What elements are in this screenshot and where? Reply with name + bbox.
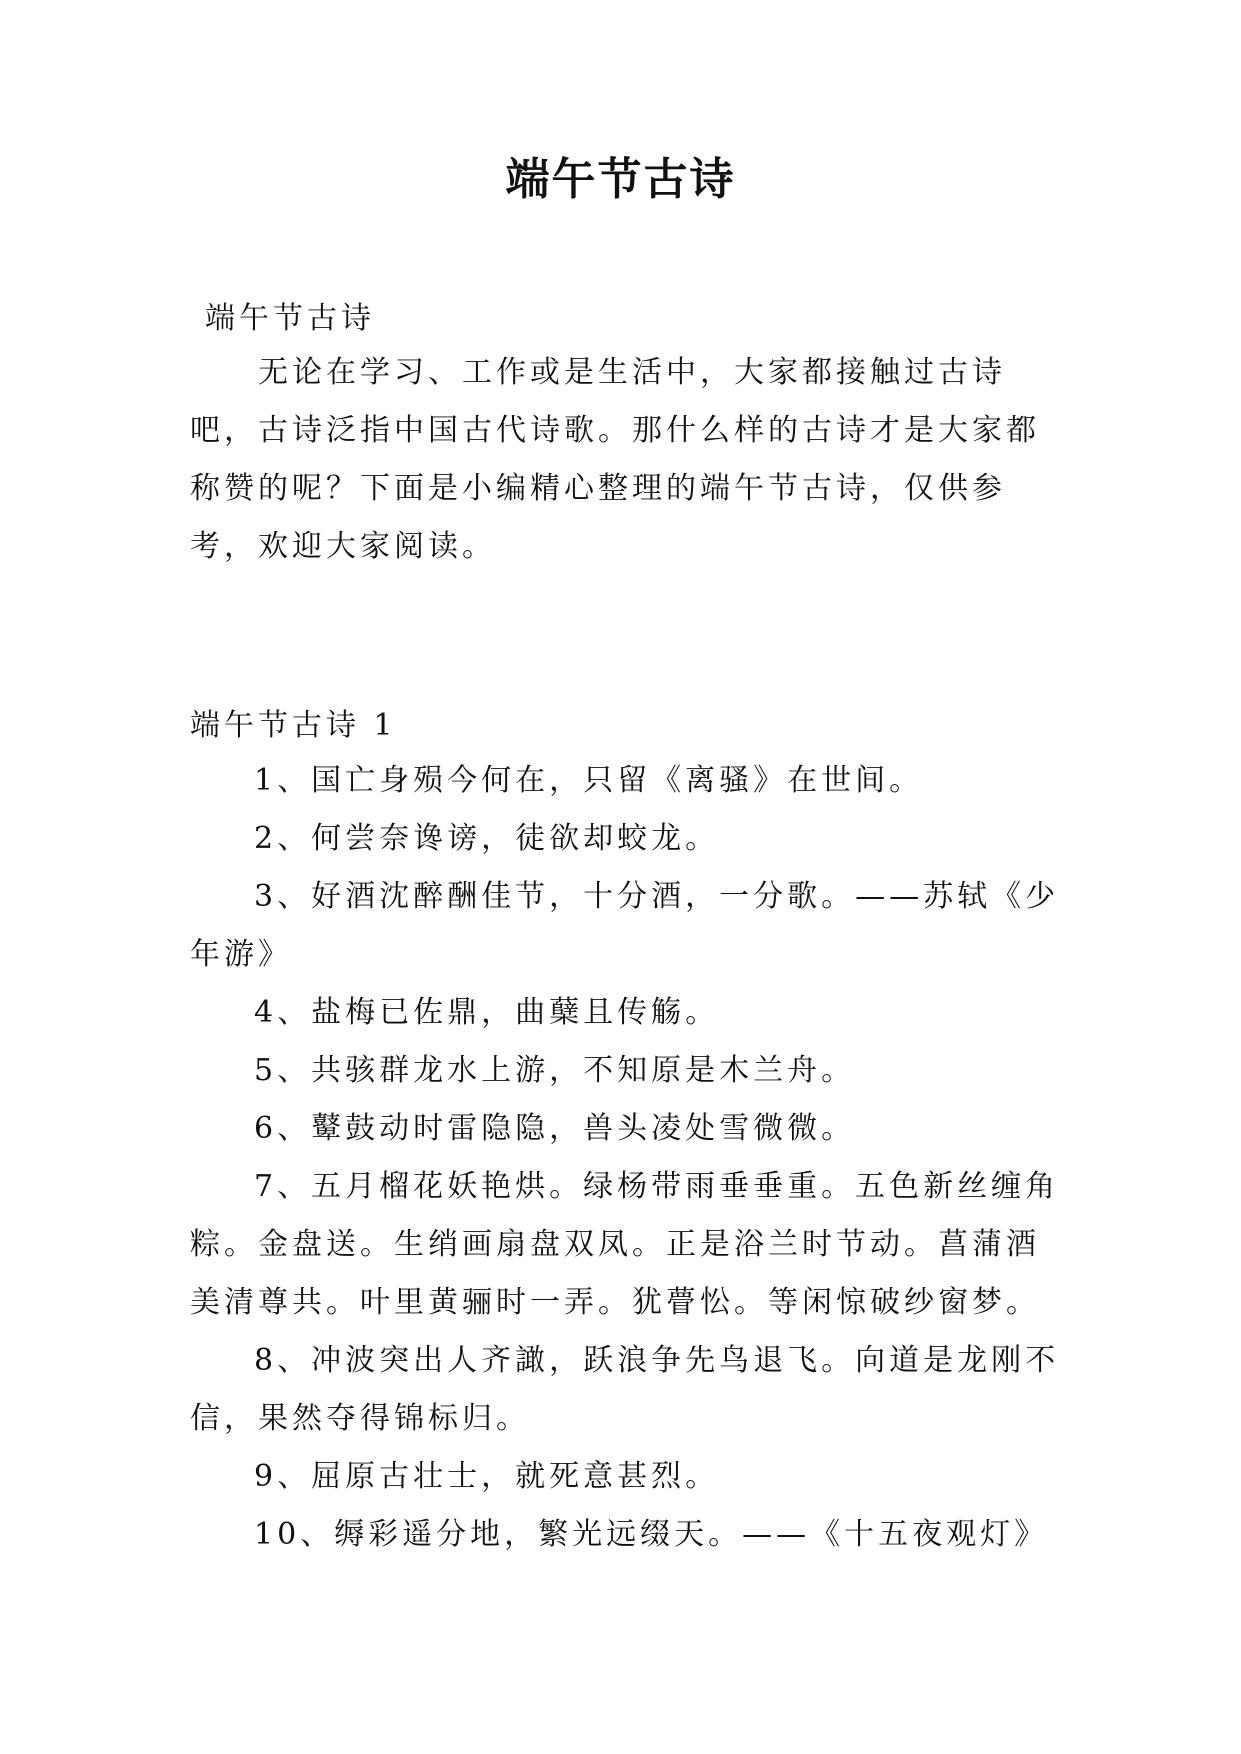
- intro-paragraph: 无论在学习、工作或是生活中，大家都接触过古诗吧，古诗泛指中国古代诗歌。那什么样的古诗才是大家都称赞的呢？下面是小编精心整理的端午节古诗，仅供参考，欢迎大家阅读。: [190, 355, 1040, 564]
- poem-line-3: 3、好酒沈醉酬佳节，十分酒，一分歌。——苏轼《少年游》: [190, 879, 1060, 972]
- poem-line-2: 2、何尝奈谗谤，徒欲却蛟龙。: [254, 821, 720, 856]
- poem-line-9: 9、屈原古壮士，就死意甚烈。: [254, 1459, 720, 1494]
- poem-line-7: 7、五月榴花妖艳烘。绿杨带雨垂垂重。五色新丝缠角粽。金盘送。生绡画扇盘双凤。正是浴兰时节动。菖蒲酒美清尊共。叶里黄骊时一弄。犹瞢忪。等闲惊破纱窗梦。: [190, 1169, 1060, 1320]
- poem-line-6: 6、鼙鼓动时雷隐隐，兽头凌处雪微微。: [254, 1111, 856, 1146]
- poem-line-1: 1、国亡身殒今何在，只留《离骚》在世间。: [254, 763, 924, 798]
- poem-line-10: 10、缛彩遥分地，繁光远缀天。——《十五夜观灯》: [254, 1517, 1049, 1552]
- section-title: 端午节古诗 1: [190, 708, 397, 743]
- poem-list: [190, 752, 1060, 1564]
- document-title: 端午节古诗: [505, 154, 736, 205]
- poem-line-5: 5、共骇群龙水上游，不知原是木兰舟。: [254, 1053, 856, 1088]
- poem-line-8: 8、冲波突出人齐譀，跃浪争先鸟退飞。向道是龙刚不信，果然夺得锦标归。: [190, 1343, 1060, 1436]
- poem-line-4: 4、盐梅已佐鼎，曲蘖且传觞。: [254, 995, 720, 1030]
- document-subtitle: 端午节古诗: [205, 301, 375, 336]
